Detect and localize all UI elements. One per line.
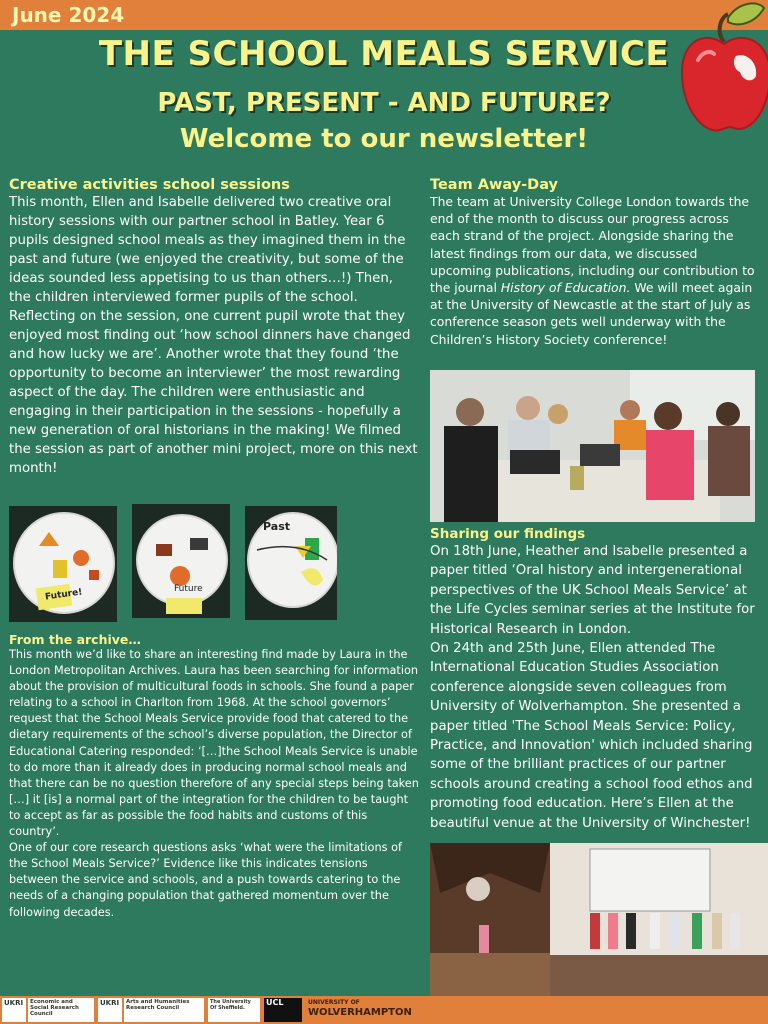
esrc-logo: Economic and Social Research Council: [28, 998, 94, 1022]
food-drawing-icon: [132, 504, 230, 618]
ukri-logo-2: UKRI: [98, 998, 122, 1022]
wolverhampton-logo: [306, 998, 430, 1022]
plate-label-3: Past: [263, 520, 290, 533]
plate-photo-2: [132, 504, 230, 618]
findings-section: [430, 526, 760, 833]
venue-photo: [430, 843, 768, 996]
awayday-heading: Team Away-Day: [430, 177, 558, 193]
wolverhampton-logo-line2: WOLVERHAMPTON: [308, 1007, 412, 1018]
plate-photo-3: [245, 506, 337, 620]
creative-section: [9, 177, 419, 478]
newsletter-title: THE SCHOOL MEALS SERVICE: [98, 34, 670, 74]
ucl-logo: UCL: [264, 998, 302, 1022]
archive-body-1: This month we’d like to share an interesting find made by Laura in the London Metropolitan Archives. Laura has been searching for information about the provision of multicultural foods in schools. She found a paper relating to a school in Charlton from 1968. At the school governors’ request that the School Meals Service provide food that catered to the dietary requirements of the school’s diverse population, the Director of Educational Catering responded: ‘[…]the School Meals Service is unable to do more than it already does in producing normal school meals and that there can be no question therefore of any special steps being taken […] it [is] a normal part of the integration for the children to be taught to accept as far as possible the food habits and customs of this country’.: [9, 648, 419, 839]
findings-heading: Sharing our findings: [430, 526, 586, 542]
sheffield-logo: The University Of Sheffield.: [208, 998, 260, 1022]
ukri-logo-1: UKRI: [2, 998, 26, 1022]
awayday-body: [430, 193, 756, 348]
findings-body-1: On 18th June, Heather and Isabelle presented a paper titled ‘Oral history and intergenerational perspectives of the UK School Meals Service’ at the Life Cycles seminar series at the Institute for Historical Research in London.: [430, 544, 755, 637]
team-photo: [430, 370, 755, 522]
plate-label-1: Future!: [44, 587, 83, 603]
archive-section: [9, 632, 419, 921]
wolverhampton-logo-line1: UNIVERSITY OF: [308, 999, 360, 1006]
food-drawing-icon: [245, 506, 337, 620]
plate-photo-1: [9, 506, 117, 622]
awayday-section: [430, 177, 756, 348]
ahrc-logo: Arts and Humanities Research Council: [124, 998, 204, 1022]
team-meeting-image: [430, 370, 755, 522]
findings-body-2: On 24th and 25th June, Ellen attended The International Education Studies Association conference alongside seven colleagues from University of Wolverhampton. She presented a paper titled 'The School Meals Service: Policy, Practice, and Innovation' which included sharing some of the brilliant practices of our partner schools around creating a school food ethos and promoting food education. Here’s Ellen at the beautiful venue at the University of Winchester!: [430, 641, 753, 831]
plate-label-2: Future: [174, 584, 203, 594]
newsletter-subtitle: PAST, PRESENT - AND FUTURE?: [157, 88, 611, 118]
journal-name: History of Education.: [500, 280, 631, 296]
food-drawing-icon: [9, 506, 117, 622]
creative-body: This month, Ellen and Isabelle delivered two creative oral history sessions with our partner school in Batley. Year 6 pupils designed school meals as they imagined them in the past and future (we enjoyed the creativity, but some of the ideas sounded less appetising to us than others…!) Then, the children interviewed former pupils of the school. Reflecting on the session, one current pupil wrote that they enjoyed most finding out ‘how school dinners have changed and how lucky we are’. Another wrote that they found ‘the opportunity to become an interviewer’ the most rewarding aspect of the day. The children were enthusiastic and engaging in their participation in the sessions - hopefully a new generation of oral historians in the making! We filmed the session as part of another mini project, more on this next month!: [9, 195, 418, 476]
creative-heading: Creative activities school sessions: [9, 177, 290, 193]
funder-logo-strip: [0, 996, 768, 1024]
archive-body-2: One of our core research questions asks ‘what were the limitations of the School Meals Service?’ Evidence like this indicates tensions between the service and schools, and a push towards catering to the needs of a changing population that gathered momentum over the following decades.: [9, 841, 402, 919]
issue-date: June 2024: [12, 3, 125, 27]
awayday-text-a: The team at University College London towards the end of the month to discuss our progress across each strand of the project. Alongside sharing the latest findings from our data, we discussed upcoming publications, including our contribution to the journal: [430, 194, 755, 296]
welcome-heading: Welcome to our newsletter!: [179, 124, 589, 154]
awayday-text-b: We will meet again at the University of Newcastle at the start of July as conference season gets well underway with the Children’s History Society conference!: [430, 280, 753, 347]
archive-heading: From the archive…: [9, 632, 141, 647]
venue-hall-image: [430, 843, 768, 996]
